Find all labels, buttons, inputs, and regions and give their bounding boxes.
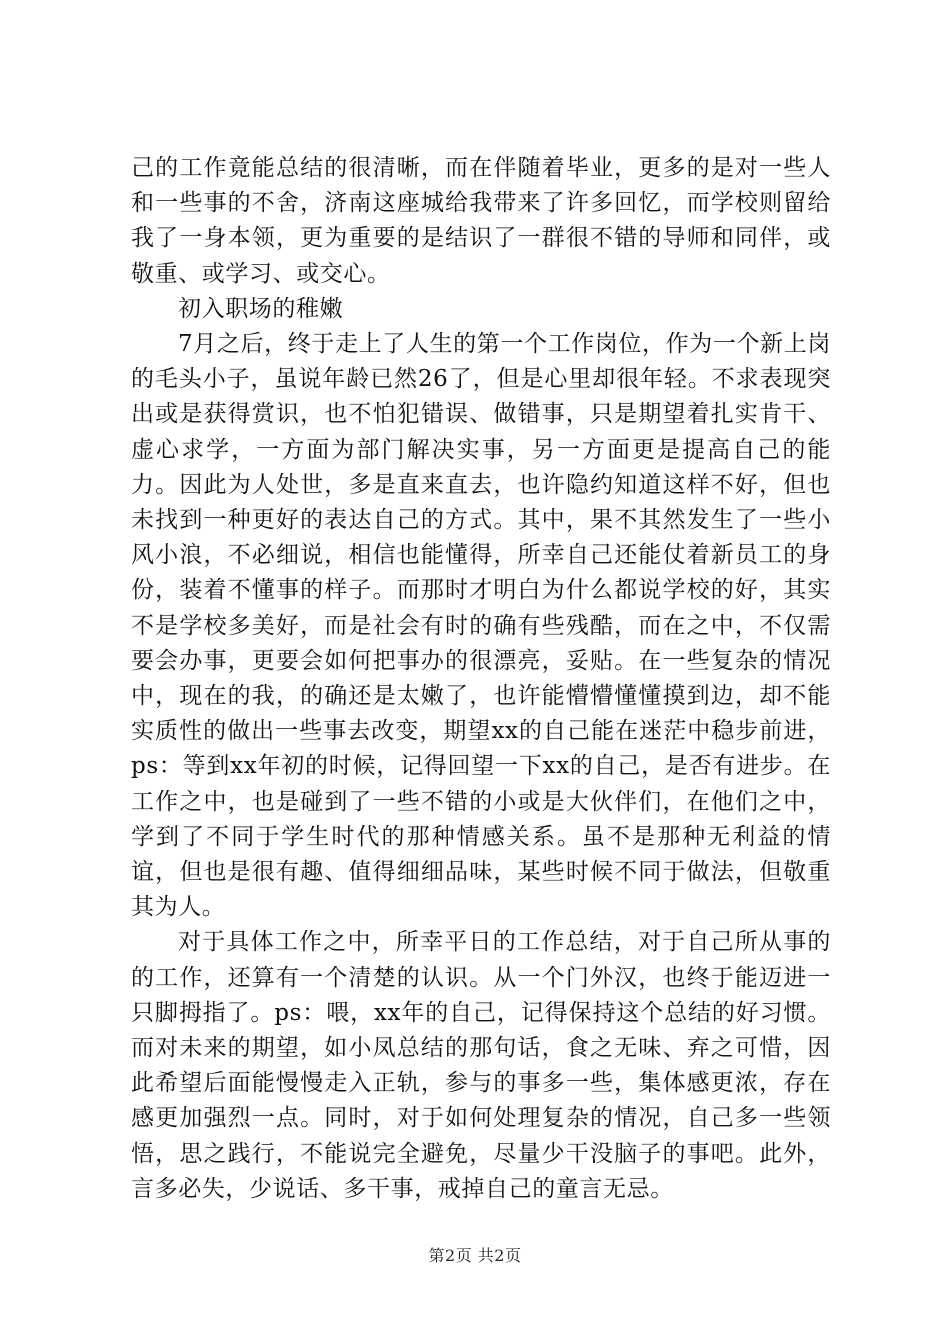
page-number-footer: 第2页 共2页	[428, 1246, 522, 1265]
document-body	[131, 151, 831, 1207]
paragraph-work-expectations: 对于具体工作之中，所幸平日的工作总结，对于自己所从事的的工作，还算有一个清楚的认识。从一个门外汉，也终于能迈进一只脚拇指了。ps：喂，xx年的自己，记得保持这个总结的好习惯。而对未来的期望，如小凤总结的那句话，食之无味、弃之可惜，因此希望后面能慢慢走入正轨，参与的事多一些，集体感更浓，存在感更加强烈一点。同时，对于如何处理复杂的情况，自己多一些领悟，思之践行，不能说完全避免，尽量少干没脑子的事吧。此外，言多必失，少说话、多干事，戒掉自己的童言无忌。	[131, 929, 831, 1202]
paragraph-graduation-reflection: 己的工作竟能总结的很清晰，而在伴随着毕业，更多的是对一些人和一些事的不舍，济南这座城给我带来了许多回忆，而学校则留给我了一身本领，更为重要的是结识了一群很不错的导师和同伴，或敬重、或学习、或交心。	[131, 155, 831, 287]
paragraph-first-job: 7月之后，终于走上了人生的第一个工作岗位，作为一个新上岗的毛头小子，虽说年龄已然26了，但是心里却很年轻。不求表现突出或是获得赏识，也不怕犯错误、做错事，只是期望着扎实肯干、虚心求学，一方面为部门解决实事，另一方面更是提高自己的能力。因此为人处世，多是直来直去，也许隐约知道这样不好，但也未找到一种更好的表达自己的方式。其中，果不其然发生了一些小风小浪，不必细说，相信也能懂得，所幸自己还能仗着新员工的身份，装着不懂事的样子。而那时才明白为什么都说学校的好，其实不是学校多美好，而是社会有时的确有些残酷，而在之中，不仅需要会办事，更要会如何把事办的很漂亮，妥贴。在一些复杂的情况中，现在的我，的确还是太嫩了，也许能懵懵懂懂摸到边，却不能实质性的做出一些事去改变，期望xx的自己能在迷茫中稳步前进，ps：等到xx年初的时候，记得回望一下xx的自己，是否有进步。在工作之中，也是碰到了一些不错的小或是大伙伴们，在他们之中，学到了不同于学生时代的那种情感关系。虽不是那种无利益的情谊，但也是很有趣、值得细细品味，某些时候不同于做法，但敬重其为人。	[131, 331, 831, 921]
section-heading-workplace-start: 初入职场的稚嫩	[178, 295, 344, 322]
